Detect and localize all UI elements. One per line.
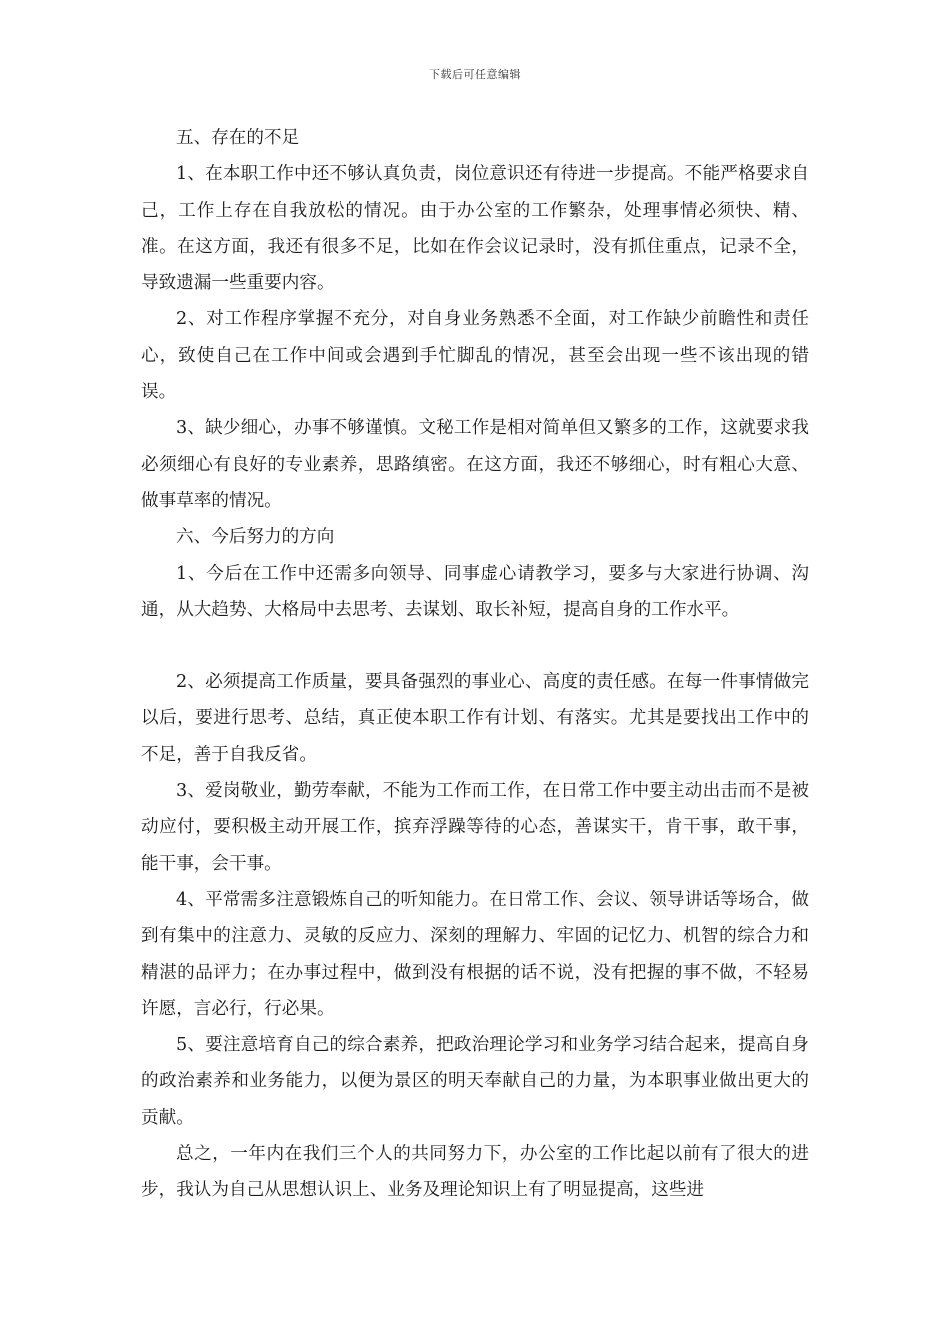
blank-line (141, 628, 809, 664)
section-heading-shortcomings: 五、存在的不足 (176, 128, 300, 148)
section-heading-future-direction: 六、今后努力的方向 (176, 527, 335, 548)
page-header-note: 下载后可任意编辑 (429, 68, 521, 81)
paragraph-conclusion: 总之，一年内在我们三个人的共同努力下，办公室的工作比起以前有了很大的进步，我认为自己从思想认识上、业务及理论知识上有了明显提高，这些进 (141, 1144, 809, 1201)
paragraph-direction-3: 3、爱岗敬业，勤劳奉献，不能为工作而工作，在日常工作中要主动出击而不是被动应付，要积极主动开展工作，摈弃浮躁等待的心态，善谋实干，肯干事，敢干事，能干事，会干事。 (141, 781, 809, 874)
paragraph-direction-4: 4、平常需多注意锻炼自己的听知能力。在日常工作、会议、领导讲话等场合，做到有集中的注意力、灵敏的反应力、深刻的理解力、牢固的记忆力、机智的综合力和精湛的品评力；在办事过程中，做到没有根据的话不说，没有把握的事不做，不轻易许愿，言必行，行必果。 (141, 889, 809, 1019)
paragraph-shortcoming-1: 1、在本职工作中还不够认真负责，岗位意识还有待进一步提高。不能严格要求自己，工作上存在自我放松的情况。由于办公室的工作繁杂，处理事情必须快、精、准。在这方面，我还有很多不足，比如在作会议记录时，没有抓住重点，记录不全，导致遗漏一些重要内容。 (141, 164, 809, 294)
paragraph-shortcoming-3: 3、缺少细心，办事不够谨慎。文秘工作是相对简单但又繁多的工作，这就要求我必须细心有良好的专业素养，思路缜密。在这方面，我还不够细心，时有粗心大意、做事草率的情况。 (141, 418, 809, 511)
paragraph-direction-5: 5、要注意培育自己的综合素养，把政治理论学习和业务学习结合起来，提高自身的政治素养和业务能力，以便为景区的明天奉献自己的力量，为本职事业做出更大的贡献。 (141, 1035, 809, 1128)
paragraph-direction-2: 2、必须提高工作质量，要具备强烈的事业心、高度的责任感。在每一件事情做完以后，要进行思考、总结，真正使本职工作有计划、有落实。尤其是要找出工作中的不足，善于自我反省。 (141, 672, 809, 765)
paragraph-direction-1: 1、今后在工作中还需多向领导、同事虚心请教学习，要多与大家进行协调、沟通，从大趋势、大格局中去思考、去谋划、取长补短，提高自身的工作水平。 (141, 563, 809, 620)
paragraph-shortcoming-2: 2、对工作程序掌握不充分，对自身业务熟悉不全面，对工作缺少前瞻性和责任心，致使自己在工作中间或会遇到手忙脚乱的情况，甚至会出现一些不该出现的错误。 (141, 309, 809, 403)
document-body (141, 120, 809, 1209)
